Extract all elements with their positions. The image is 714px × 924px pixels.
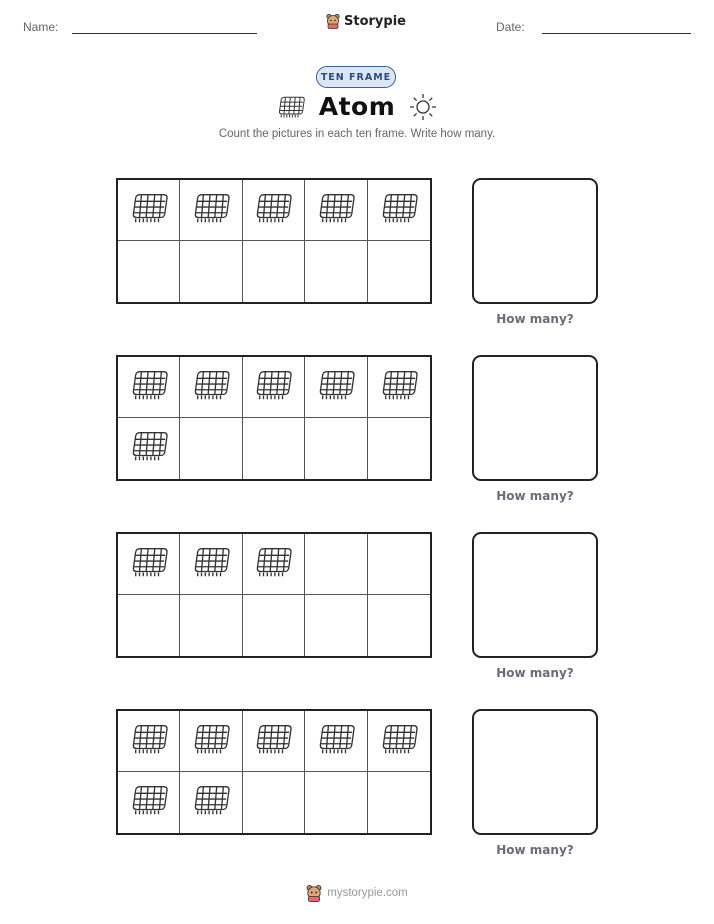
ten-frame-cell xyxy=(243,357,305,418)
ten-frame-cell xyxy=(118,772,180,833)
sun-icon xyxy=(409,93,437,121)
date-line[interactable] xyxy=(542,33,691,34)
ten-frame-cell xyxy=(118,180,180,241)
ten-frame-cell xyxy=(180,534,242,595)
ten-frame-cell xyxy=(118,357,180,418)
blanket-icon xyxy=(130,782,168,823)
blanket-icon xyxy=(254,721,292,762)
answer-box-4[interactable] xyxy=(472,709,598,835)
blanket-icon xyxy=(192,190,230,231)
ten-frame-cell xyxy=(368,418,430,479)
ten-frame-2 xyxy=(116,355,432,481)
ten-frame-cell xyxy=(180,241,242,302)
ten-frame-cell xyxy=(180,357,242,418)
ten-frame-cell xyxy=(305,418,367,479)
ten-frame-cell xyxy=(243,534,305,595)
ten-frame-cell xyxy=(180,418,242,479)
footer xyxy=(0,884,714,902)
blanket-icon xyxy=(130,544,168,585)
ten-frame-cell xyxy=(180,711,242,772)
answer-box-3[interactable] xyxy=(472,532,598,658)
worksheet-badge: TEN FRAME xyxy=(316,66,396,88)
how-many-label: How many? xyxy=(496,666,574,680)
ten-frame-cell xyxy=(368,711,430,772)
ten-frame-cell xyxy=(243,711,305,772)
title-row xyxy=(0,92,714,121)
ten-frame-cell xyxy=(118,418,180,479)
how-many-label: How many? xyxy=(496,843,574,857)
blanket-icon xyxy=(130,190,168,231)
brand-name: Storypie xyxy=(344,13,406,29)
ten-frame-cell xyxy=(368,772,430,833)
blanket-icon xyxy=(130,367,168,408)
ten-frame-cell xyxy=(305,180,367,241)
ten-frame-cell xyxy=(368,595,430,656)
footer-site: mystorypie.com xyxy=(327,887,408,899)
ten-frame-cell xyxy=(118,534,180,595)
blanket-icon xyxy=(254,190,292,231)
ten-frame-cell xyxy=(118,711,180,772)
blanket-icon xyxy=(380,367,418,408)
blanket-icon xyxy=(317,190,355,231)
blanket-icon xyxy=(192,544,230,585)
ten-frame-3 xyxy=(116,532,432,658)
ten-frame-cell xyxy=(180,595,242,656)
ten-frame-cell xyxy=(305,534,367,595)
ten-frame-cell xyxy=(305,595,367,656)
ten-frame-cell xyxy=(243,595,305,656)
ten-frame-cell xyxy=(368,241,430,302)
ten-frame-cell xyxy=(368,180,430,241)
blanket-icon xyxy=(380,721,418,762)
name-line[interactable] xyxy=(72,33,257,34)
ten-frame-cell xyxy=(243,418,305,479)
ten-frame-cell xyxy=(180,772,242,833)
ten-frame-cell xyxy=(305,772,367,833)
blanket-icon xyxy=(380,190,418,231)
ten-frame-cell xyxy=(243,772,305,833)
date-label: Date: xyxy=(496,20,525,34)
ten-frame-cell xyxy=(305,357,367,418)
ten-frame-cell xyxy=(118,241,180,302)
blanket-icon xyxy=(254,544,292,585)
answer-box-2[interactable] xyxy=(472,355,598,481)
storypie-bear-icon xyxy=(306,884,322,902)
name-label: Name: xyxy=(23,20,59,34)
storypie-bear-icon xyxy=(326,13,340,29)
ten-frame-cell xyxy=(243,180,305,241)
instructions: Count the pictures in each ten frame. Write how many. xyxy=(218,128,496,140)
ten-frame-cell xyxy=(305,711,367,772)
answer-box-1[interactable] xyxy=(472,178,598,304)
ten-frame-cell xyxy=(305,241,367,302)
blanket-icon xyxy=(192,367,230,408)
ten-frame-cell xyxy=(368,357,430,418)
blanket-icon xyxy=(277,94,305,120)
brand-logo xyxy=(326,13,406,29)
ten-frame-cell xyxy=(243,241,305,302)
ten-frame-1 xyxy=(116,178,432,304)
how-many-label: How many? xyxy=(496,312,574,326)
blanket-icon xyxy=(192,782,230,823)
ten-frame-cell xyxy=(118,595,180,656)
how-many-label: How many? xyxy=(496,489,574,503)
blanket-icon xyxy=(130,428,168,469)
worksheet-title: Atom xyxy=(318,92,396,121)
ten-frame-cell xyxy=(368,534,430,595)
ten-frame-4 xyxy=(116,709,432,835)
blanket-icon xyxy=(317,721,355,762)
blanket-icon xyxy=(130,721,168,762)
blanket-icon xyxy=(317,367,355,408)
blanket-icon xyxy=(192,721,230,762)
ten-frame-cell xyxy=(180,180,242,241)
blanket-icon xyxy=(254,367,292,408)
